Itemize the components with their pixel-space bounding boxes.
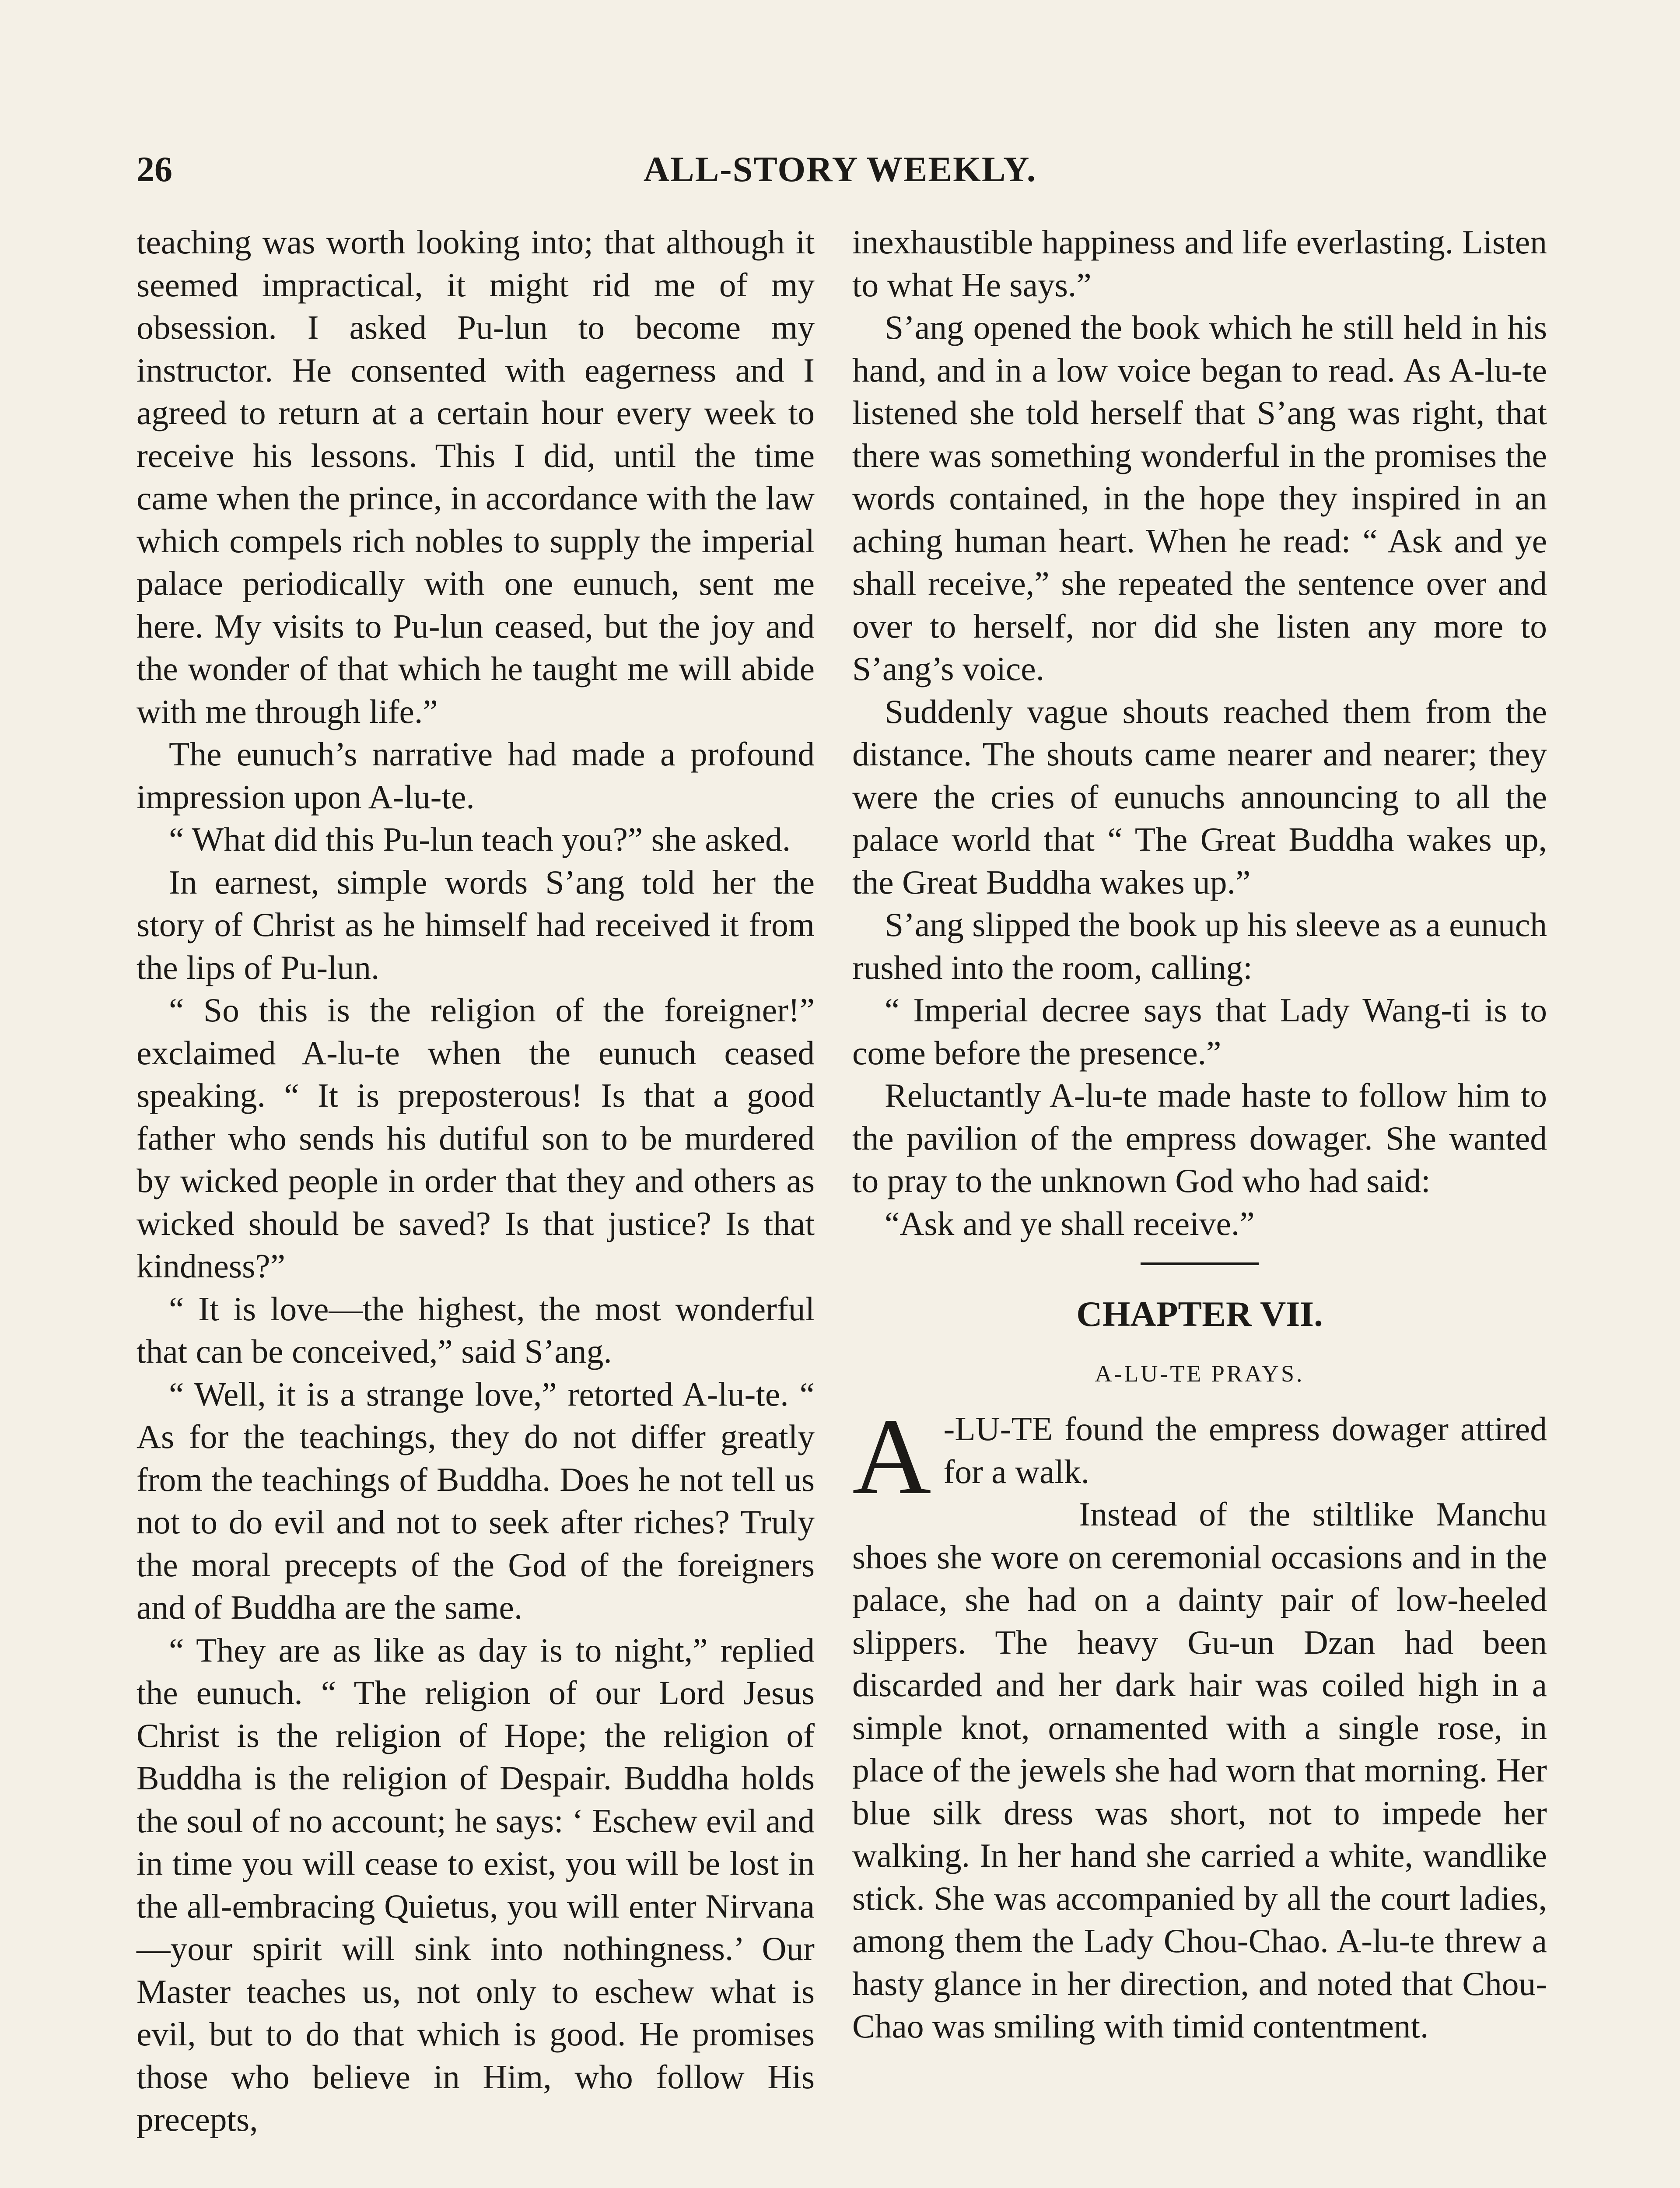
chapter-subtitle: A-LU-TE PRAYS. [1095, 1360, 1305, 1387]
paragraph: “Ask and ye shall receive.” [885, 1204, 1255, 1242]
paragraph: S’ang slipped the book up his sleeve as a eunuch rushed into the room, calling: [852, 906, 1547, 986]
paragraph: “ Imperial decree says that Lady Wang-ti is to come before the presence.” [852, 991, 1547, 1072]
paragraph: “ What did this Pu-lun teach you?” she asked. [169, 820, 791, 858]
opening-text: -LU-TE found the empress dowager attired for a walk. [943, 1410, 1547, 1490]
chapter-title: CHAPTER VII. [1076, 1294, 1323, 1334]
running-head: ALL-STORY WEEKLY. [643, 149, 1037, 189]
drop-cap: A [852, 1396, 931, 1517]
right-column [852, 221, 1547, 2048]
paragraph: Reluctantly A-lu-te made haste to follow him to the pavilion of the empress dowager. She wanted to pray to the unknown God who had said: [852, 1076, 1547, 1199]
chapter-opening-paragraph [852, 1396, 1547, 1517]
paragraph: In earnest, simple words S’ang told her the story of Christ as he himself had received it from the lips of Pu-lun. [136, 863, 815, 986]
paragraph: “ So this is the religion of the foreigner!” exclaimed A-lu-te when the eunuch ceased speaking. “ It is preposterous! Is that a good father who sends his dutiful son to be murdered by wicked people in order that they and others as wicked should be saved? Is that justice? Is that kindness?” [136, 991, 815, 1285]
left-column [136, 221, 815, 2141]
paragraph: S’ang opened the book which he still held in his hand, and in a low voice began to read. As A-lu-te listened she told herself that S’ang was right, that there was something wonderful in the promises the words contained, in the hope they inspired in an aching human heart. When he read: “ Ask and ye shall receive,” she repeated the sentence over and over to herself, nor did she listen any more to S’ang’s voice. [852, 309, 1547, 687]
paragraph: The eunuch’s narrative had made a profound impression upon A-lu-te. [136, 735, 815, 816]
paragraph: Suddenly vague shouts reached them from the distance. The shouts came nearer and nearer; they were the cries of eunuchs announcing to all the palace world that “ The Great Buddha wakes up, the Great Buddha wakes up.” [852, 692, 1547, 901]
paragraph: inexhaustible happiness and life everlasting. Listen to what He says.” [852, 223, 1547, 304]
paragraph: “ Well, it is a strange love,” retorted A-lu-te. “ As for the teachings, they do not differ greatly from the teachings of Buddha. Does he not tell us not to do evil and not to seek after riches? Truly the moral precepts of the God of the foreigners and of Buddha are the same. [136, 1375, 815, 1626]
paragraph: “ They are as like as day is to night,” replied the eunuch. “ The religion of our Lord Jesus Christ is the religion of Hope; the religion of Buddha is the religion of Despair. Buddha holds the soul of no account; he says: ‘ Eschew evil and in time you will cease to exist, you will be lost in the all-embracing Quietus, you will enter Nirvana—your spirit will sink into nothingness.’ Our Master teaches us, not only to eschew what is evil, but to do that which is good. He promises those who believe in Him, who follow His precepts, [136, 1631, 815, 2138]
section-divider [1141, 1262, 1259, 1265]
page-number: 26 [136, 149, 172, 189]
paragraph: Instead of the stiltlike Manchu shoes she wore on ceremonial occasions and in the palace, she had on a dainty pair of low-heeled slippers. The heavy Gu-un Dzan had been discarded and her dark hair was coiled high in a simple knot, ornamented with a single rose, in place of the jewels she had worn that morning. Her blue silk dress was short, not to impede her walking. In her hand she carried a white, wandlike stick. She was accompanied by all the court ladies, among them the Lady Chou-Chao. A-lu-te threw a hasty glance in her direction, and noted that Chou-Chao was smiling with timid contentment. [852, 1495, 1547, 2045]
paragraph: “ It is love—the highest, the most wonderful that can be conceived,” said S’ang. [136, 1290, 815, 1370]
paragraph: teaching was worth looking into; that although it seemed impractical, it might rid me of my obsession. I asked Pu-lun to become my instructor. He consented with eagerness and I agreed to return at a certain hour every week to receive his lessons. This I did, until the time came when the prince, in accordance with the law which compels rich nobles to supply the imperial palace periodically with one eunuch, sent me here. My visits to Pu-lun ceased, but the joy and the wonder of that which he taught me will abide with me through life.” [136, 223, 815, 730]
